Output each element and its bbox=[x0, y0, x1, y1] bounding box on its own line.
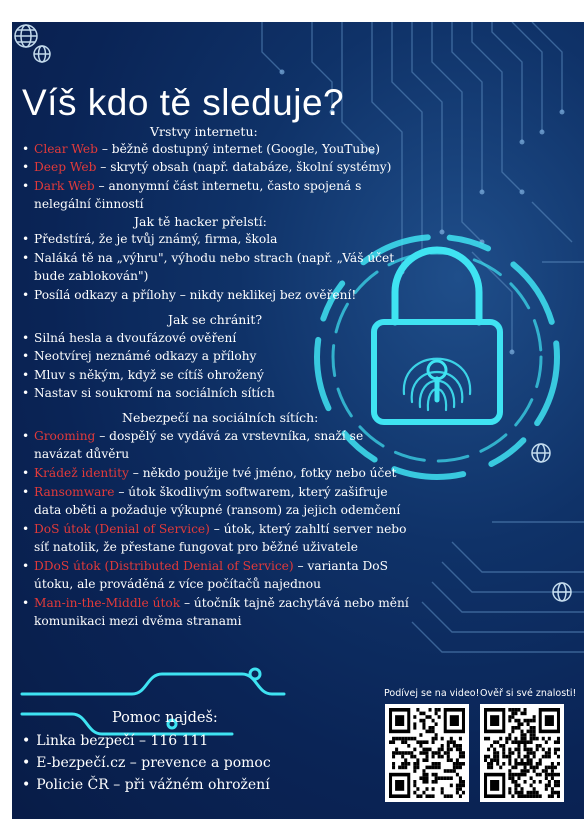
term: Grooming bbox=[34, 429, 96, 443]
list-item: • Naláká tě na „výhru", výhodu nebo strach (např. „Váš účet bude zablokován") bbox=[22, 249, 417, 285]
quiz-qr-code[interactable] bbox=[480, 704, 564, 802]
list-item bbox=[22, 427, 412, 463]
help-heading: Pomoc najdeš: bbox=[112, 710, 218, 726]
description: – anonymní část internetu, často spojená s nelegální činností bbox=[34, 179, 362, 211]
section-heading-protect: Jak se chránit? bbox=[168, 312, 263, 327]
list-item bbox=[22, 158, 417, 176]
description: – běžně dostupný internet (Google, YouTube) bbox=[97, 142, 380, 156]
term: Krádež identity bbox=[34, 466, 129, 480]
list-item bbox=[22, 177, 417, 213]
term: Ransomware bbox=[34, 485, 115, 499]
help-item: • Policie ČR – při vážném ohrožení bbox=[22, 775, 270, 795]
list-item bbox=[22, 594, 412, 630]
description: – někdo použije tvé jméno, fotky nebo účet bbox=[128, 466, 397, 480]
term: Man-in-the-Middle útok bbox=[34, 596, 181, 610]
term: Dark Web bbox=[34, 179, 95, 193]
section-heading-social: Nebezpečí na sociálních sítích: bbox=[122, 410, 319, 425]
description: – dospělý se vydává za vrstevníka, snaží se navázat důvěru bbox=[34, 429, 364, 461]
video-qr-code[interactable] bbox=[385, 704, 469, 802]
term: Clear Web bbox=[34, 142, 98, 156]
description: – varianta DoS útoku, ale prováděná z více počítačů najednou bbox=[34, 559, 388, 591]
poster bbox=[12, 22, 584, 819]
description: – skrytý obsah (např. databáze, školní systémy) bbox=[96, 160, 392, 174]
help-item: • Linka bezpečí – 116 111 bbox=[22, 731, 208, 751]
section-heading-hacker: Jak tě hacker přelstí: bbox=[134, 214, 267, 229]
list-item: • Silná hesla a dvoufázové ověření bbox=[22, 329, 417, 347]
list-item bbox=[22, 483, 412, 519]
video-qr-caption: Podívej se na video! bbox=[384, 688, 480, 699]
description: – útok, který zahltí server nebo síť natolik, že přestane fungovat pro běžné uživatele bbox=[34, 522, 407, 554]
list-item bbox=[22, 140, 417, 158]
page-title: Víš kdo tě sleduje? bbox=[22, 82, 345, 123]
term: DDoS útok (Distributed Denial of Service) bbox=[34, 559, 294, 573]
list-item: • Mluv s někým, když se cítíš ohrožený bbox=[22, 366, 417, 384]
quiz-qr-caption: Ověř si své znalosti! bbox=[480, 688, 577, 699]
list-item: • Nastav si soukromí na sociálních sítích bbox=[22, 384, 417, 402]
help-item: • E-bezpečí.cz – prevence a pomoc bbox=[22, 753, 271, 773]
term: DoS útok (Denial of Service) bbox=[34, 522, 210, 536]
list-item: • Neotvírej neznámé odkazy a přílohy bbox=[22, 347, 417, 365]
list-item bbox=[22, 557, 412, 593]
description: – útok škodlivým softwarem, který zašifruje data oběti a požaduje výkupné (ransom) za jejich odemčení bbox=[34, 485, 401, 517]
list-item: • Předstírá, že je tvůj známý, firma, škola bbox=[22, 230, 417, 248]
list-item bbox=[22, 520, 412, 556]
description: – útočník tajně zachytává nebo mění komunikaci mezi dvěma stranami bbox=[34, 596, 409, 628]
list-item: • Posílá odkazy a přílohy – nikdy neklikej bez ověření! bbox=[22, 286, 417, 304]
list-item bbox=[22, 464, 412, 482]
term: Deep Web bbox=[34, 160, 97, 174]
section-heading-layers: Vrstvy internetu: bbox=[150, 124, 258, 139]
